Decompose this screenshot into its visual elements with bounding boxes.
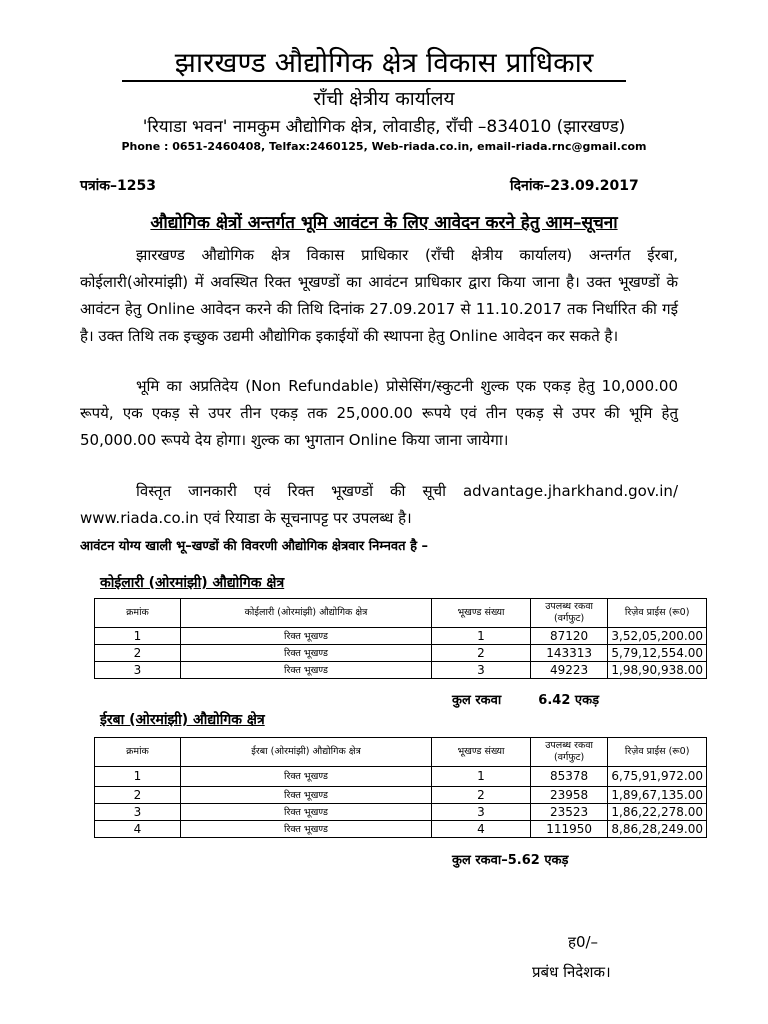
signature-mark: ह0/– [568,933,599,951]
cell-area: 111950 [530,821,608,838]
cell-area: 23958 [530,787,608,804]
cell-plot-no: 4 [432,821,531,838]
cell-serial: 1 [95,628,181,645]
col-header-serial: क्रमांक [95,599,181,628]
table-row [95,821,707,838]
cell-price: 6,75,91,972.00 [608,767,707,787]
koilari-total-area [452,690,599,708]
cell-price: 1,98,90,938.00 [608,662,707,679]
col-header-reserve-price: रिज़ेव प्राईस (रू0) [608,738,707,767]
col-header-plot-no: भूखण्ड संख्या [432,599,531,628]
col-header-area-name: कोईलारी (ओरमांझी) औद्योगिक क्षेत्र [180,599,431,628]
notice-heading: औद्योगिक क्षेत्रों अन्तर्गत भूमि आवंटन के लिए आवेदन करने हेतु आम–सूचना [150,213,618,233]
cell-plot-no: 1 [432,767,531,787]
office-address: 'रियाडा भवन' नामकुम औद्योगिक क्षेत्र, लोवाडीह, राँची –834010 (झारखण्ड) [142,117,626,137]
title-underline [122,80,626,82]
letter-date: दिनांक–23.09.2017 [510,178,639,194]
total-unit: एकड़ [574,693,600,708]
document-title: झारखण्ड औद्योगिक क्षेत्र विकास प्राधिकार [174,46,594,79]
table-header-row [95,738,707,767]
cell-area: 23523 [530,804,608,821]
cell-price: 1,89,67,135.00 [608,787,707,804]
cell-plot-no: 2 [432,787,531,804]
col-header-serial: क्रमांक [95,738,181,767]
cell-area: 85378 [530,767,608,787]
signatory-designation: प्रबंध निदेशक। [532,963,611,981]
cell-serial: 3 [95,662,181,679]
col-header-reserve-price: रिज़ेव प्राईस (रू0) [608,599,707,628]
letter-number: पत्रांक–1253 [80,178,157,194]
cell-description: रिक्त भूखण्ड [180,821,431,838]
cell-price: 8,86,28,249.00 [608,821,707,838]
total-value: 6.42 [538,693,571,708]
cell-price: 3,52,05,200.00 [608,628,707,645]
cell-description: रिक्त भूखण्ड [180,767,431,787]
table-row [95,787,707,804]
table-intro: आवंटन योग्य खाली भू–खण्डों की विवरणी औद्योगिक क्षेत्रवार निम्नवत है – [80,539,429,554]
table-row [95,645,707,662]
irba-plots-table [94,737,707,838]
cell-description: रिक्त भूखण्ड [180,645,431,662]
cell-area: 49223 [530,662,608,679]
table-row [95,804,707,821]
col-header-area-name: ईरबा (ओरमांझी) औद्योगिक क्षेत्र [180,738,431,767]
cell-serial: 4 [95,821,181,838]
total-label: कुल रकवा [452,693,502,708]
cell-plot-no: 2 [432,645,531,662]
section-title-koilari: कोईलारी (ओरमांझी) औद्योगिक क्षेत्र [100,575,285,591]
cell-plot-no: 3 [432,662,531,679]
koilari-plots-table [94,598,707,679]
cell-description: रिक्त भूखण्ड [180,628,431,645]
cell-plot-no: 3 [432,804,531,821]
cell-price: 1,86,22,278.00 [608,804,707,821]
cell-plot-no: 1 [432,628,531,645]
cell-serial: 3 [95,804,181,821]
cell-serial: 2 [95,787,181,804]
cell-description: रिक्त भूखण्ड [180,787,431,804]
cell-serial: 1 [95,767,181,787]
cell-description: रिक्त भूखण्ड [180,804,431,821]
table-header-row [95,599,707,628]
paragraph-2: भूमि का अप्रतिदेय (Non Refundable) प्रोसेसिंग/स्कुटनी शुल्क एक एकड़ हेतु 10,000.00 रूपये, एक एकड़ से उपर तीन एकड़ तक 25,000.00 रूपये एवं तीन एकड़ से उपर की भूमि हेतु 50,000.00 रूपये देय होगा। शुल्क का भुगतान Online किया जाना जायेगा। [80,377,678,449]
col-header-plot-no: भूखण्ड संख्या [432,738,531,767]
col-header-available-area: उपलब्ध रकवा (वर्गफुट) [530,738,608,767]
contact-line: Phone : 0651-2460408, Telfax:2460125, Web-riada.co.in, email-riada.rnc@gmail.com [121,140,647,153]
cell-area: 143313 [530,645,608,662]
col-header-available-area: उपलब्ध रकवा (वर्गफुट) [530,599,608,628]
irba-total-area: कुल रकवा–5.62 एकड़ [452,853,569,868]
paragraph-3: विस्तृत जानकारी एवं रिक्त भूखण्डों की सूची advantage.jharkhand.gov.in/ www.riada.co.in एवं रियाडा के सूचनापट्ट पर उपलब्ध है। [80,482,678,527]
cell-description: रिक्त भूखण्ड [180,662,431,679]
paragraph-1: झारखण्ड औद्योगिक क्षेत्र विकास प्राधिकार (राँची क्षेत्रीय कार्यालय) अन्तर्गत ईरबा, कोईलारी(ओरमांझी) में अवस्थित रिक्त भूखण्डों का आवंटन प्राधिकार द्वारा किया जाना है। उक्त भूखण्डों के आवंटन हेतु Online आवेदन करने की तिथि दिनांक 27.09.2017 से 11.10.2017 तक निर्धारित की गई है। उक्त तिथि तक इच्छुक उद्यमी औद्योगिक इकाईयों की स्थापना हेतु Online आवेदन कर सकते है। [80,246,678,345]
table-row [95,767,707,787]
table-row [95,662,707,679]
office-name: राँची क्षेत्रीय कार्यालय [313,88,455,110]
section-title-irba: ईरबा (ओरमांझी) औद्योगिक क्षेत्र [100,712,265,728]
table-row [95,628,707,645]
cell-price: 5,79,12,554.00 [608,645,707,662]
cell-area: 87120 [530,628,608,645]
cell-serial: 2 [95,645,181,662]
